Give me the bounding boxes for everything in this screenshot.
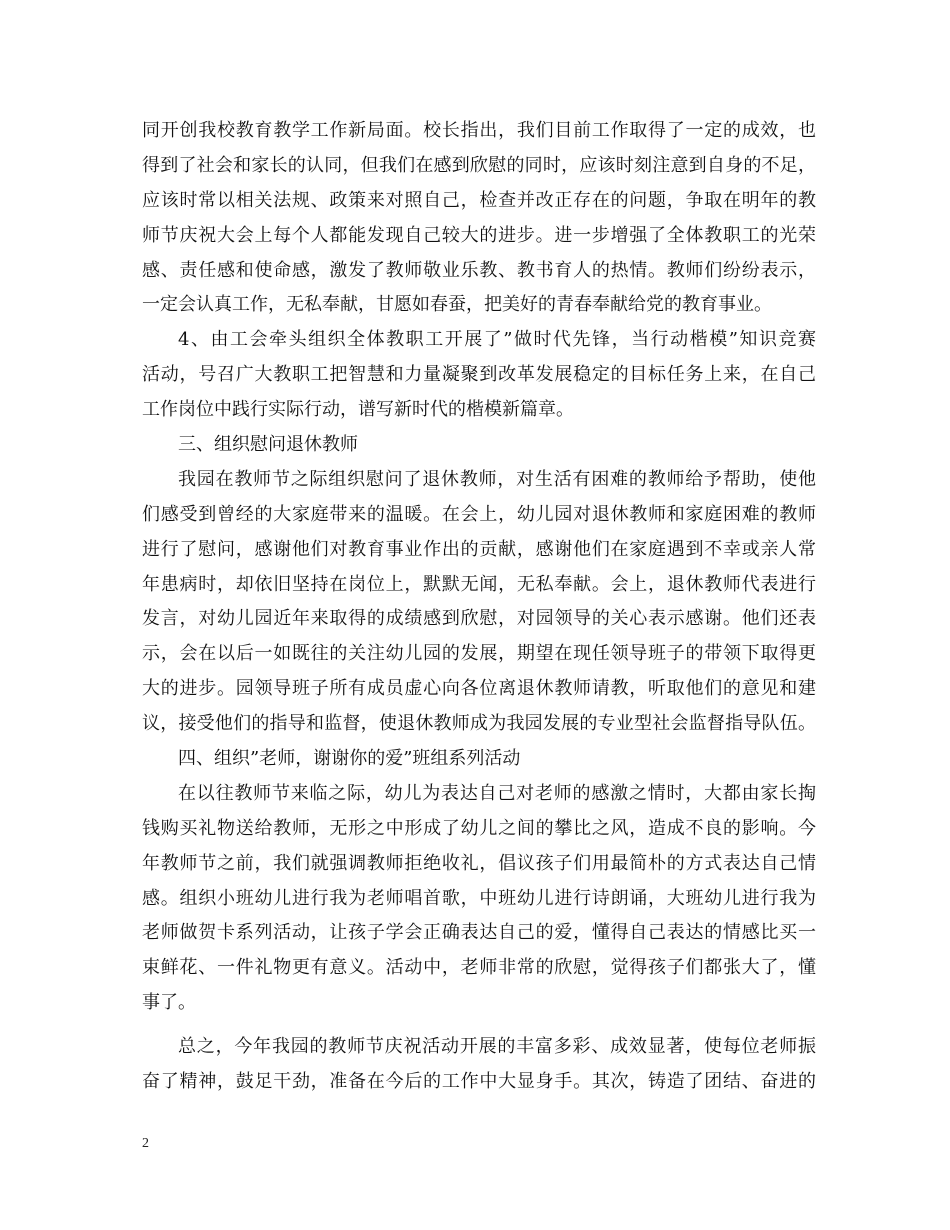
page-number: 2 [142, 1136, 149, 1151]
text-line: 师节庆祝大会上每个人都能发现自己较大的进步。进一步增强了全体教职工的光荣 [142, 224, 816, 246]
text-line: 年教师节之前，我们就强调教师拒绝收礼，倡议孩子们用最简朴的方式表达自己情 [142, 852, 816, 874]
text-line: 感。组织小班幼儿进行我为老师唱首歌，中班幼儿进行诗朗诵，大班幼儿进行我为 [142, 887, 816, 909]
text-line: 4、由工会牵头组织全体教职工开展了”做时代先锋，当行动楷模”知识竞赛 [178, 329, 816, 351]
text-line: 我园在教师节之际组织慰问了退休教师，对生活有困难的教师给予帮助，使他 [178, 468, 816, 490]
text-line: 得到了社会和家长的认同，但我们在感到欣慰的同时，应该时刻注意到自身的不足， [142, 154, 816, 176]
text-line: 同开创我校教育教学工作新局面。校长指出，我们目前工作取得了一定的成效，也 [142, 120, 816, 141]
text-line: 一定会认真工作，无私奉献，甘愿如春蚕，把美好的青春奉献给党的教育事业。 [142, 294, 772, 316]
text-line: 议，接受他们的指导和监督，使退休教师成为我园发展的专业型社会监督指导队伍。 [142, 713, 816, 735]
text-line: 事了。 [142, 992, 196, 1014]
document-body [142, 114, 816, 1100]
text-line: 示，会在以后一如既往的关注幼儿园的发展，期望在现任领导班子的带领下取得更 [142, 643, 816, 665]
text-line: 发言，对幼儿园近年来取得的成绩感到欣慰，对园领导的关心表示感谢。他们还表 [142, 608, 816, 630]
text-line: 四、组织”老师，谢谢你的爱”班组系列活动 [178, 748, 521, 770]
text-line: 在以往教师节来临之际，幼儿为表达自己对老师的感激之情时，大都由家长掏 [178, 782, 816, 804]
text-line: 应该时常以相关法规、政策来对照自己，检查并改正存在的问题，争取在明年的教 [142, 189, 816, 211]
text-line: 工作岗位中践行实际行动，谱写新时代的楷模新篇章。 [142, 399, 574, 421]
text-line: 年患病时，却依旧坚持在岗位上，默默无闻，无私奉献。会上，退休教师代表进行 [142, 573, 816, 595]
text-line: 老师做贺卡系列活动，让孩子学会正确表达自己的爱，懂得自己表达的情感比买一 [142, 922, 816, 944]
text-line: 钱购买礼物送给教师，无形之中形成了幼儿之间的攀比之风，造成不良的影响。今 [142, 817, 816, 839]
text-line: 进行了慰问，感谢他们对教育事业作出的贡献，感谢他们在家庭遇到不幸或亲人常 [142, 538, 816, 560]
text-line: 奋了精神，鼓足干劲，准备在今后的工作中大显身手。其次，铸造了团结、奋进的 [142, 1071, 816, 1093]
text-line: 总之，今年我园的教师节庆祝活动开展的丰富多彩、成效显著，使每位老师振 [178, 1036, 816, 1058]
text-line: 束鲜花、一件礼物更有意义。活动中，老师非常的欣慰，觉得孩子们都张大了，懂 [142, 957, 816, 979]
text-line: 三、组织慰问退休教师 [178, 434, 358, 456]
text-line: 们感受到曾经的大家庭带来的温暖。在会上，幼儿园对退休教师和家庭困难的教师 [142, 503, 816, 525]
text-line: 大的进步。园领导班子所有成员虚心向各位离退休教师请教，听取他们的意见和建 [142, 678, 816, 700]
text-line: 活动，号召广大教职工把智慧和力量凝聚到改革发展稳定的目标任务上来，在自己 [142, 364, 816, 386]
text-line: 感、责任感和使命感，激发了教师敬业乐教、教书育人的热情。教师们纷纷表示， [142, 259, 816, 281]
